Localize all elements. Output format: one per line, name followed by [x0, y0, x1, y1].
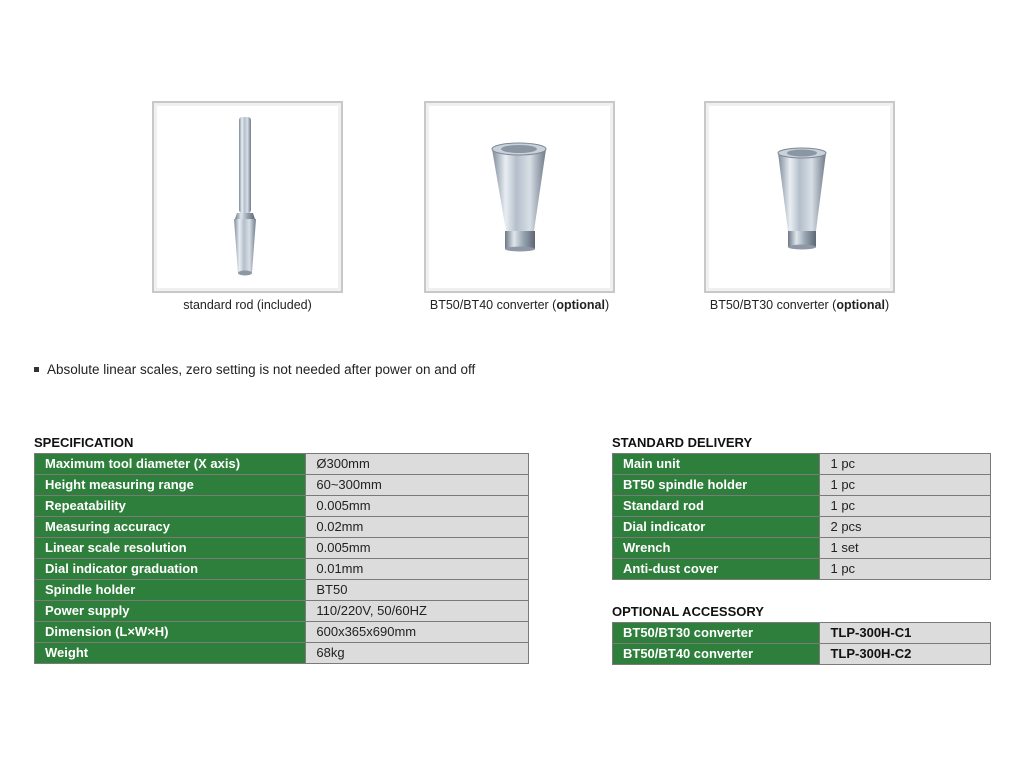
row-label: Anti-dust cover: [613, 559, 820, 580]
delivery-row: [613, 454, 991, 475]
spec-row: [35, 643, 529, 664]
delivery-row: [613, 517, 991, 538]
product-caption: BT50/BT30 converter (optional): [709, 298, 890, 312]
row-label: Dial indicator graduation: [35, 559, 306, 580]
delivery-row: [613, 538, 991, 559]
row-label: BT50 spindle holder: [613, 475, 820, 496]
row-label: Main unit: [613, 454, 820, 475]
row-value: 0.005mm: [306, 538, 529, 559]
feature-text: Absolute linear scales, zero setting is not needed after power on and off: [47, 362, 476, 377]
spec-row: [35, 601, 529, 622]
spec-row: [35, 622, 529, 643]
row-value: BT50: [306, 580, 529, 601]
row-value: TLP-300H-C1: [820, 623, 991, 644]
accessory-row: [613, 644, 991, 665]
row-label: Dimension (L×W×H): [35, 622, 306, 643]
row-label: Repeatability: [35, 496, 306, 517]
row-label: Weight: [35, 643, 306, 664]
product-caption: BT50/BT40 converter (optional): [429, 298, 610, 312]
product-caption: standard rod (included): [183, 298, 312, 312]
row-label: Dial indicator: [613, 517, 820, 538]
row-value: 1 pc: [820, 496, 991, 517]
row-label: Spindle holder: [35, 580, 306, 601]
delivery-row: [613, 496, 991, 517]
product-bt50-bt30: [704, 101, 895, 312]
bullet-square-icon: [34, 367, 39, 372]
row-value: 0.005mm: [306, 496, 529, 517]
accessory-row: [613, 623, 991, 644]
product-image-frame: [704, 101, 895, 293]
row-value: 1 pc: [820, 559, 991, 580]
row-label: BT50/BT40 converter: [613, 644, 820, 665]
row-label: Standard rod: [613, 496, 820, 517]
row-label: Measuring accuracy: [35, 517, 306, 538]
row-value: 1 pc: [820, 454, 991, 475]
product-standard-rod: [152, 101, 343, 312]
row-value: Ø300mm: [306, 454, 529, 475]
spec-row: [35, 496, 529, 517]
spec-row: [35, 559, 529, 580]
spec-row: [35, 517, 529, 538]
feature-bullet: [34, 362, 475, 377]
spec-row: [35, 454, 529, 475]
row-label: Power supply: [35, 601, 306, 622]
optional-accessory-table: [612, 622, 991, 665]
specification-table: [34, 453, 529, 664]
row-label: BT50/BT30 converter: [613, 623, 820, 644]
product-image-frame: [152, 101, 343, 293]
standard-delivery-title: STANDARD DELIVERY: [612, 435, 753, 450]
row-value: 68kg: [306, 643, 529, 664]
delivery-row: [613, 559, 991, 580]
bt50-bt40-converter-image: [426, 103, 613, 291]
product-image-frame: [424, 101, 615, 293]
row-value: 1 pc: [820, 475, 991, 496]
standard-rod-image: [154, 103, 341, 291]
row-label: Height measuring range: [35, 475, 306, 496]
row-value: 0.02mm: [306, 517, 529, 538]
row-label: Linear scale resolution: [35, 538, 306, 559]
row-label: Maximum tool diameter (X axis): [35, 454, 306, 475]
product-bt50-bt40: [424, 101, 615, 312]
standard-delivery-table: [612, 453, 991, 580]
delivery-row: [613, 475, 991, 496]
row-value: 600x365x690mm: [306, 622, 529, 643]
optional-accessory-title: OPTIONAL ACCESSORY: [612, 604, 764, 619]
spec-row: [35, 475, 529, 496]
row-value: 2 pcs: [820, 517, 991, 538]
spec-row: [35, 580, 529, 601]
row-value: TLP-300H-C2: [820, 644, 991, 665]
row-value: 110/220V, 50/60HZ: [306, 601, 529, 622]
row-label: Wrench: [613, 538, 820, 559]
bt50-bt30-converter-image: [706, 103, 893, 291]
specification-title: SPECIFICATION: [34, 435, 134, 450]
spec-row: [35, 538, 529, 559]
row-value: 1 set: [820, 538, 991, 559]
row-value: 0.01mm: [306, 559, 529, 580]
row-value: 60~300mm: [306, 475, 529, 496]
